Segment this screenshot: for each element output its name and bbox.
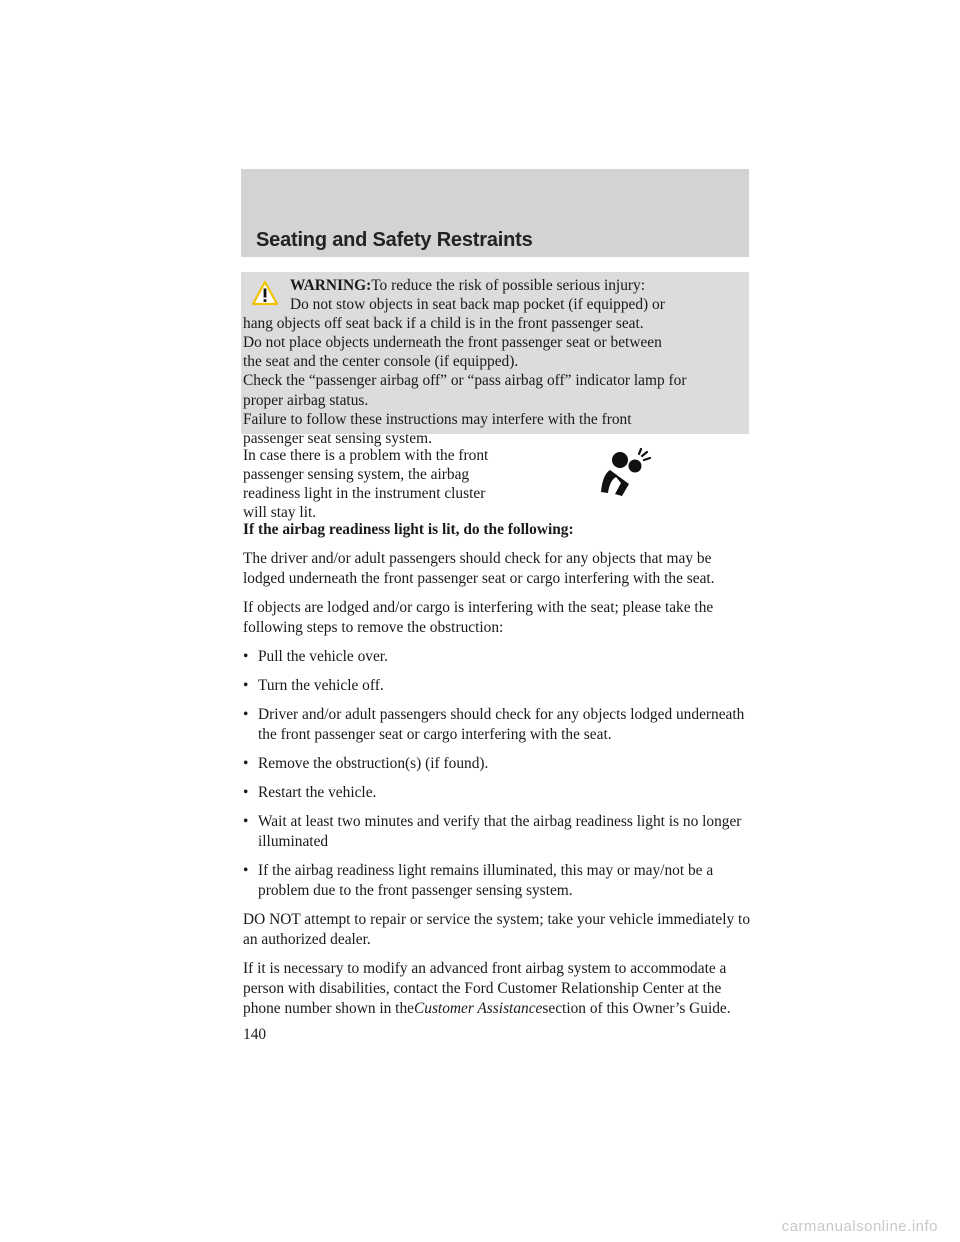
warning-line-1: WARNING:To reduce the risk of possible serious injury: [290, 277, 645, 294]
customer-assistance-reference: Customer Assistance [413, 1000, 543, 1017]
bullet: • [243, 648, 249, 665]
warning-line-2: Do not stow objects in seat back map pocket (if equipped) or [290, 296, 665, 314]
lead-heading: If the airbag readiness light is lit, do the following: [243, 521, 574, 538]
warning-triangle-icon [251, 280, 279, 306]
warning-line-3: hang objects off seat back if a child is in the front passenger seat. [243, 315, 644, 333]
watermark: carmanualsonline.info [781, 1218, 938, 1235]
paragraph-customer-assistance: If it is necessary to modify an advanced front airbag system to accommodate a person with disabilities, contact the Ford Customer Relationship Center at the phone number shown in theCustomer Assistancesection of this Owner’s Guide. [243, 960, 731, 1017]
list-item: • Remove the obstruction(s) (if found). [243, 755, 489, 772]
page-number: 140 [243, 1026, 267, 1043]
list-item: • Pull the vehicle over. [243, 648, 388, 665]
body-text [243, 520, 753, 1028]
bullet: • [243, 862, 249, 879]
list-item: • Wait at least two minutes and verify that the airbag readiness light is no longer illuminated [243, 813, 742, 850]
bullet: • [243, 755, 249, 772]
section-title: Seating and Safety Restraints [256, 229, 533, 251]
list-item: • Turn the vehicle off. [243, 677, 384, 694]
bullet: • [243, 784, 249, 801]
bullet: • [243, 813, 249, 830]
warning-line-4: Do not place objects underneath the front passenger seat or between [243, 334, 662, 352]
warning-line-9: passenger seat sensing system. [243, 429, 432, 447]
airbag-indicator-icon [598, 446, 654, 498]
warning-label: WARNING: [290, 277, 372, 294]
warning-box [241, 272, 749, 447]
bullet: • [243, 677, 249, 694]
list-item: • Restart the vehicle. [243, 784, 377, 801]
list-item: • Driver and/or adult passengers should check for any objects lodged underneath the front passenger seat or cargo interfering with the seat. [243, 706, 745, 743]
warning-line-7: proper airbag status. [243, 391, 369, 409]
intro-paragraph: In case there is a problem with the front passenger sensing system, the airbag readiness light in the instrument cluster will stay lit. [243, 447, 489, 521]
warning-line-6: Check the “passenger airbag off” or “pass airbag off” indicator lamp for [243, 372, 687, 390]
paragraph-do-not-repair: DO NOT attempt to repair or service the system; take your vehicle immediately to an authorized dealer. [243, 911, 751, 948]
paragraph-check-objects: The driver and/or adult passengers should check for any objects that may be lodged underneath the front passenger seat or cargo interfering with the seat. [243, 550, 715, 587]
steps-list [243, 647, 753, 901]
bullet: • [243, 706, 249, 723]
warning-line-8: Failure to follow these instructions may interfere with the front [243, 410, 632, 428]
list-item: • If the airbag readiness light remains illuminated, this may or may/not be a problem due to the front passenger sensing system. [243, 862, 714, 899]
warning-line-5: the seat and the center console (if equipped). [243, 353, 519, 371]
paragraph-obstruction: If objects are lodged and/or cargo is interfering with the seat; please take the following steps to remove the obstruction: [243, 599, 714, 636]
